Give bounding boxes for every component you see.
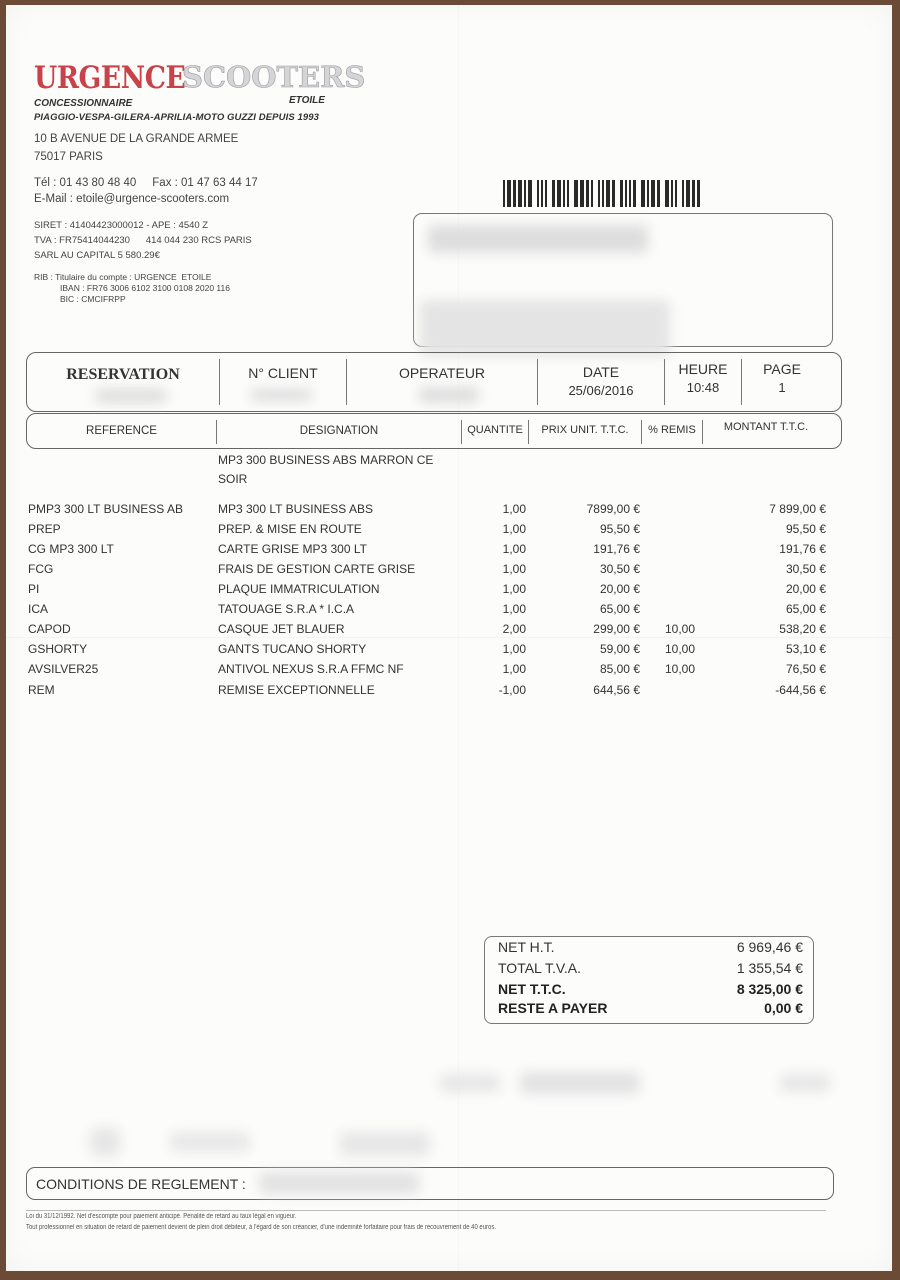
item-amount: 76,50 €: [785, 662, 826, 676]
item-reference: PI: [28, 582, 40, 596]
item-amount: 65,00 €: [785, 602, 826, 616]
item-unit-price: 85,00 €: [599, 662, 640, 676]
item-reference: GSHORTY: [28, 642, 88, 656]
item-designation: PREP. & MISE EN ROUTE: [218, 522, 362, 536]
item-unit-price: 191,76 €: [593, 542, 640, 556]
item-unit-price: 644,56 €: [593, 683, 640, 697]
col-discount: % REMIS: [648, 424, 696, 436]
total-net-ht: [498, 939, 803, 959]
item-amount: 20,00 €: [785, 582, 826, 596]
legal-notice-1: Loi du 31/12/1992. Net d'escompte pour paiement anticipé. Pénalité de retard au taux légal en vigueur.: [26, 1213, 297, 1220]
item-amount: 30,50 €: [785, 562, 826, 576]
tagline-etoile: ETOILE: [289, 95, 325, 106]
description-line: [0, 453, 900, 473]
item-quantity: 1,00: [502, 602, 526, 616]
item-amount: 7 899,00 €: [769, 502, 826, 516]
page-label: PAGE: [763, 361, 801, 377]
item-designation: CASQUE JET BLAUER: [218, 622, 345, 636]
item-designation: ANTIVOL NEXUS S.R.A FFMC NF: [218, 662, 404, 676]
redacted-text: [340, 1132, 430, 1156]
item-discount: 10,00: [665, 662, 696, 676]
totals-box: [484, 936, 814, 1024]
table-row: [0, 662, 900, 682]
total-tva: [498, 960, 803, 980]
item-amount: 191,76 €: [779, 542, 826, 556]
col-unit-price: PRIX UNIT. T.T.C.: [541, 424, 629, 436]
total-value: 1 355,54 €: [736, 960, 803, 976]
company-address-street: 10 B AVENUE DE LA GRANDE ARMEE: [34, 133, 239, 145]
col-quantity: QUANTITE: [467, 424, 523, 436]
item-unit-price: 95,50 €: [599, 522, 640, 536]
rib-iban: IBAN : FR76 3006 6102 3100 0108 2020 116: [60, 283, 230, 293]
col-amount: MONTANT T.T.C.: [723, 421, 809, 433]
item-designation: GANTS TUCANO SHORTY: [218, 642, 367, 656]
item-reference: CAPOD: [28, 622, 71, 636]
redacted-customer-address: [420, 300, 670, 356]
item-designation: CARTE GRISE MP3 300 LT: [218, 542, 367, 556]
description-text: MP3 300 BUSINESS ABS MARRON CE: [218, 453, 434, 467]
payment-conditions-box: [26, 1167, 834, 1200]
item-unit-price: 59,00 €: [599, 642, 640, 656]
item-quantity: 1,00: [502, 502, 526, 516]
page-value: 1: [778, 380, 786, 395]
redacted-text: [90, 1128, 120, 1156]
logo-scooters: SCOOTERS: [182, 60, 366, 94]
redacted-text: [440, 1074, 500, 1092]
item-discount: 10,00: [665, 622, 696, 636]
item-amount: -644,56 €: [775, 683, 826, 697]
description-text: SOIR: [218, 472, 248, 486]
time-value: 10:48: [686, 380, 720, 395]
item-unit-price: 20,00 €: [599, 582, 640, 596]
item-unit-price: 299,00 €: [593, 622, 640, 636]
item-unit-price: 30,50 €: [599, 562, 640, 576]
company-siret: SIRET : 41404423000012 - APE : 4540 Z: [34, 220, 209, 231]
redacted-text: [170, 1132, 250, 1152]
item-amount: 95,50 €: [785, 522, 826, 536]
item-reference: REM: [28, 683, 55, 697]
doc-type-label: RESERVATION: [66, 366, 180, 383]
item-reference: CG MP3 300 LT: [28, 542, 114, 556]
col-reference: REFERENCE: [86, 425, 157, 437]
item-reference: ICA: [28, 602, 49, 616]
table-row: [0, 622, 900, 642]
tagline-brands: PIAGGIO-VESPA-GILERA-APRILIA-MOTO GUZZI DEPUIS 1993: [34, 112, 320, 123]
column-header-band: [26, 413, 842, 449]
table-row: [0, 642, 900, 662]
item-reference: FCG: [28, 562, 54, 576]
total-label: RESTE A PAYER: [498, 1000, 608, 1016]
table-row: [0, 502, 900, 522]
item-designation: FRAIS DE GESTION CARTE GRISE: [218, 562, 416, 576]
redacted-text: [520, 1072, 640, 1094]
redacted-customer-name: [428, 225, 648, 253]
document-info-band: [26, 352, 842, 412]
date-value: 25/06/2016: [568, 383, 634, 398]
table-row: [0, 582, 900, 602]
total-value: 0,00 €: [764, 1000, 803, 1016]
item-designation: REMISE EXCEPTIONNELLE: [218, 683, 375, 697]
item-quantity: -1,00: [498, 683, 526, 697]
tagline-dealer: CONCESSIONNAIRE: [34, 98, 133, 109]
date-label: DATE: [582, 364, 620, 380]
rib-holder: RIB : Titulaire du compte : URGENCE ETOILE: [34, 272, 212, 282]
company-address-city: 75017 PARIS: [34, 151, 103, 163]
total-label: NET T.T.C.: [498, 981, 566, 997]
item-quantity: 2,00: [502, 622, 526, 636]
item-quantity: 1,00: [502, 542, 526, 556]
company-email: E-Mail : etoile@urgence-scooters.com: [34, 193, 230, 205]
redacted-client-number: [250, 389, 312, 401]
item-quantity: 1,00: [502, 522, 526, 536]
item-discount: 10,00: [665, 642, 696, 656]
total-due: [498, 1000, 803, 1020]
item-amount: 538,20 €: [779, 622, 826, 636]
col-designation: DESIGNATION: [299, 425, 379, 437]
item-reference: AVSILVER25: [28, 662, 99, 676]
item-designation: MP3 300 LT BUSINESS ABS: [218, 502, 373, 516]
footer-divider: [26, 1210, 826, 1211]
table-row: [0, 602, 900, 622]
description-line: [0, 472, 900, 492]
operator-label: OPERATEUR: [398, 365, 486, 381]
item-quantity: 1,00: [502, 582, 526, 596]
total-label: NET H.T.: [498, 939, 555, 955]
company-capital: SARL AU CAPITAL 5 580.29€: [34, 250, 160, 261]
logo-urgence: URGENCE: [34, 60, 186, 96]
item-designation: TATOUAGE S.R.A * I.C.A: [218, 602, 355, 616]
company-phone-fax: Tél : 01 43 80 48 40 Fax : 01 47 63 44 17: [34, 177, 258, 189]
table-row: [0, 562, 900, 582]
item-quantity: 1,00: [502, 662, 526, 676]
redacted-text: [780, 1074, 830, 1092]
company-tva: TVA : FR75414044230 414 044 230 RCS PARIS: [34, 235, 252, 246]
item-amount: 53,10 €: [785, 642, 826, 656]
legal-notice-2: Tout professionnel en situation de retard de paiement devient de plein droit débiteur, à l'égard de son créancier, d'une indemnité forfaitaire pour frais de recouvrement de 40 euros.: [26, 1224, 496, 1231]
total-net-ttc: [498, 981, 803, 1001]
item-quantity: 1,00: [502, 642, 526, 656]
item-designation: PLAQUE IMMATRICULATION: [218, 582, 380, 596]
item-unit-price: 65,00 €: [599, 602, 640, 616]
barcode: [503, 180, 813, 207]
company-logo: [34, 60, 366, 96]
total-value: 8 325,00 €: [736, 981, 803, 997]
client-number-label: N° CLIENT: [248, 365, 318, 381]
total-label: TOTAL T.V.A.: [498, 960, 582, 976]
redacted-payment-conditions: [259, 1172, 419, 1194]
table-row: [0, 542, 900, 562]
item-reference: PREP: [28, 522, 61, 536]
redacted-reservation-number: [95, 389, 167, 403]
table-row: [0, 683, 900, 703]
total-value: 6 969,46 €: [736, 939, 803, 955]
table-row: [0, 522, 900, 542]
redacted-operator: [419, 387, 479, 403]
time-label: HEURE: [678, 361, 728, 377]
item-unit-price: 7899,00 €: [586, 502, 640, 516]
payment-conditions-label: CONDITIONS DE REGLEMENT :: [36, 1176, 246, 1192]
item-reference: PMP3 300 LT BUSINESS AB: [28, 502, 183, 516]
rib-bic: BIC : CMCIFRPP: [60, 294, 126, 304]
item-quantity: 1,00: [502, 562, 526, 576]
